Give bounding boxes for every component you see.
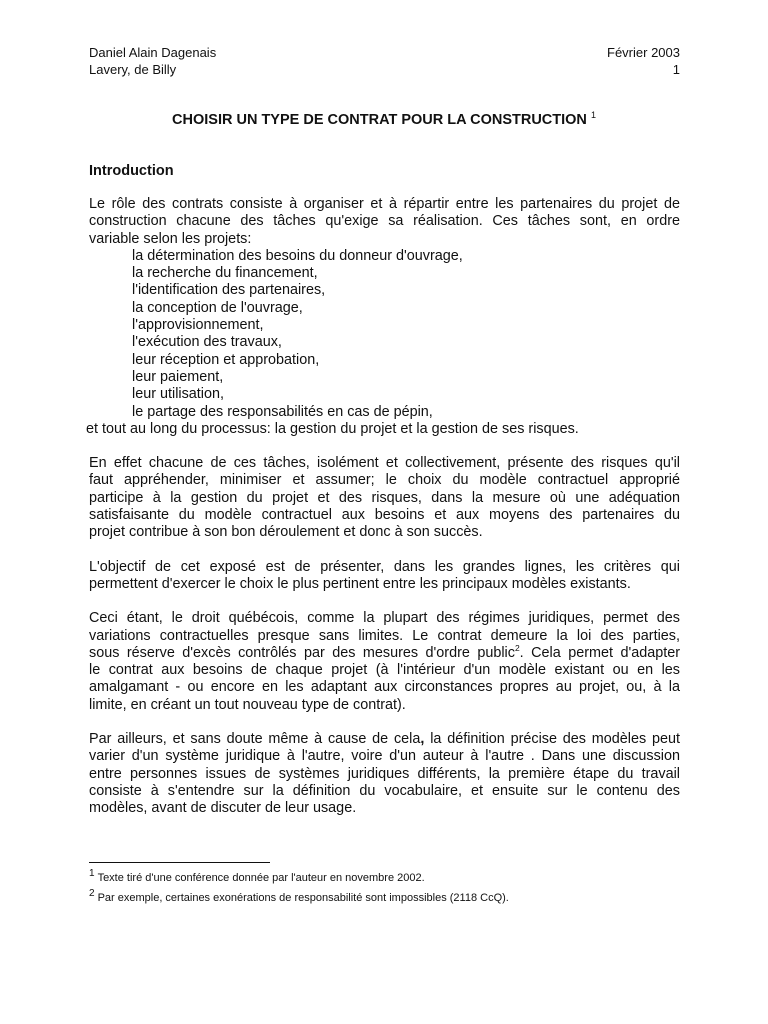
text-line: consiste à s'entendre sur la définition du vocabulaire, et ensuite sur le contenu des [89, 782, 680, 799]
section-heading: Introduction [89, 163, 174, 179]
footnote-number: 2 [89, 888, 95, 899]
author-name: Daniel Alain Dagenais [89, 45, 217, 60]
page-number: 1 [672, 62, 680, 77]
text-line: faut appréhender, minimiser et assumer; le choix du modèle contractuel approprié [89, 472, 680, 489]
task-item: le partage des responsabilités en cas de pépin, [132, 403, 433, 420]
task-item: l'exécution des travaux, [132, 334, 282, 351]
text-fragment: Par ailleurs, et sans doute même à cause de cela [89, 731, 421, 748]
task-item: l'approvisionnement, [132, 317, 264, 334]
text-line: variable selon les projets: [89, 230, 252, 247]
text-line: permettent d'exercer le choix le plus pertinent entre les principaux modèles existants. [89, 575, 631, 592]
paragraph-4 [89, 610, 680, 714]
footnote-number: 1 [89, 868, 95, 879]
footnote-1 [89, 868, 689, 888]
text-line [89, 731, 680, 748]
footnote-separator [89, 862, 270, 863]
task-item: leur paiement, [132, 368, 224, 385]
text-line: En effet chacune de ces tâches, isolément et collectivement, présente des risques qu'il [89, 455, 680, 472]
task-item: leur utilisation, [132, 386, 224, 403]
text-fragment: sous réserve d'excès contrôlés par des mesures d'ordre public [89, 644, 515, 661]
firm-name: Lavery, de Billy [89, 62, 177, 77]
text-line: et tout au long du processus: la gestion du projet et la gestion de ses risques. [86, 420, 579, 437]
document-title [0, 110, 768, 128]
paragraph-2 [89, 455, 680, 541]
text-fragment: la définition précise des modèles peut [424, 731, 680, 748]
body-text [86, 196, 680, 818]
paragraph-1 [86, 196, 680, 438]
text-line: le contrat aux besoins de chaque projet (à l'intérieur d'un modèle existant ou en les [89, 662, 680, 679]
footnote-ref: 2 [514, 642, 520, 653]
text-line: Ceci étant, le droit québécois, comme la plupart des régimes juridiques, permet des [89, 610, 680, 627]
text-line: construction chacune des tâches qu'exige sa réalisation. Ces tâches sont, en ordre [89, 213, 680, 230]
footnotes [89, 868, 689, 908]
paragraph-5 [89, 731, 680, 817]
text-fragment: . Cela permet d'adapter [519, 644, 680, 661]
document-date: Février 2003 [607, 45, 680, 60]
task-item: leur réception et approbation, [132, 351, 320, 368]
header-left [89, 44, 216, 78]
paragraph-3 [89, 559, 680, 594]
task-item: la détermination des besoins du donneur d'ouvrage, [132, 247, 463, 264]
text-line: projet contribue à son bon déroulement et donc à son succès. [89, 524, 483, 541]
footnote-2 [89, 888, 689, 908]
task-item: la conception de l'ouvrage, [132, 299, 303, 316]
title-text: CHOISIR UN TYPE DE CONTRAT POUR LA CONSTRUCTION [172, 112, 587, 128]
text-line: modèles, avant de discuter de leur usage. [89, 800, 357, 817]
footnote-text: Texte tiré d'une conférence donnée par l'auteur en novembre 2002. [97, 872, 425, 884]
text-line: entre personnes issues de systèmes juridiques différents, la première étape du travail [89, 765, 680, 782]
task-item: la recherche du financement, [132, 265, 318, 282]
task-item: l'identification des partenaires, [132, 282, 326, 299]
text-line: Le rôle des contrats consiste à organiser et à répartir entre les partenaires du projet de [89, 196, 680, 212]
text-line: varier d'un système juridique à l'autre, voire d'un auteur à l'autre . Dans une discussion [89, 748, 680, 765]
text-line: amalgamant - ou encore en les adaptant aux circonstances propres au projet, ou, à la [89, 679, 680, 696]
header-right [607, 44, 680, 78]
bold-comma: , [420, 731, 425, 748]
footnote-text: Par exemple, certaines exonérations de responsabilité sont impossibles (2118 CcQ). [97, 892, 509, 904]
text-line: limite, en créant un tout nouveau type de contrat). [89, 696, 406, 713]
text-line: participe à la gestion du projet et des risques, dans la mesure où une adéquation [89, 489, 680, 506]
text-line [89, 642, 680, 662]
text-line: variations contractuelles presque sans limites. Le contrat demeure la loi des parties, [89, 627, 680, 644]
title-footnote-ref: 1 [590, 110, 596, 120]
text-line: satisfaisante du modèle contractuel aux besoins et aux moyens des partenaires du [89, 507, 680, 524]
text-line: L'objectif de cet exposé est de présenter, dans les grandes lignes, les critères qui [89, 558, 680, 575]
